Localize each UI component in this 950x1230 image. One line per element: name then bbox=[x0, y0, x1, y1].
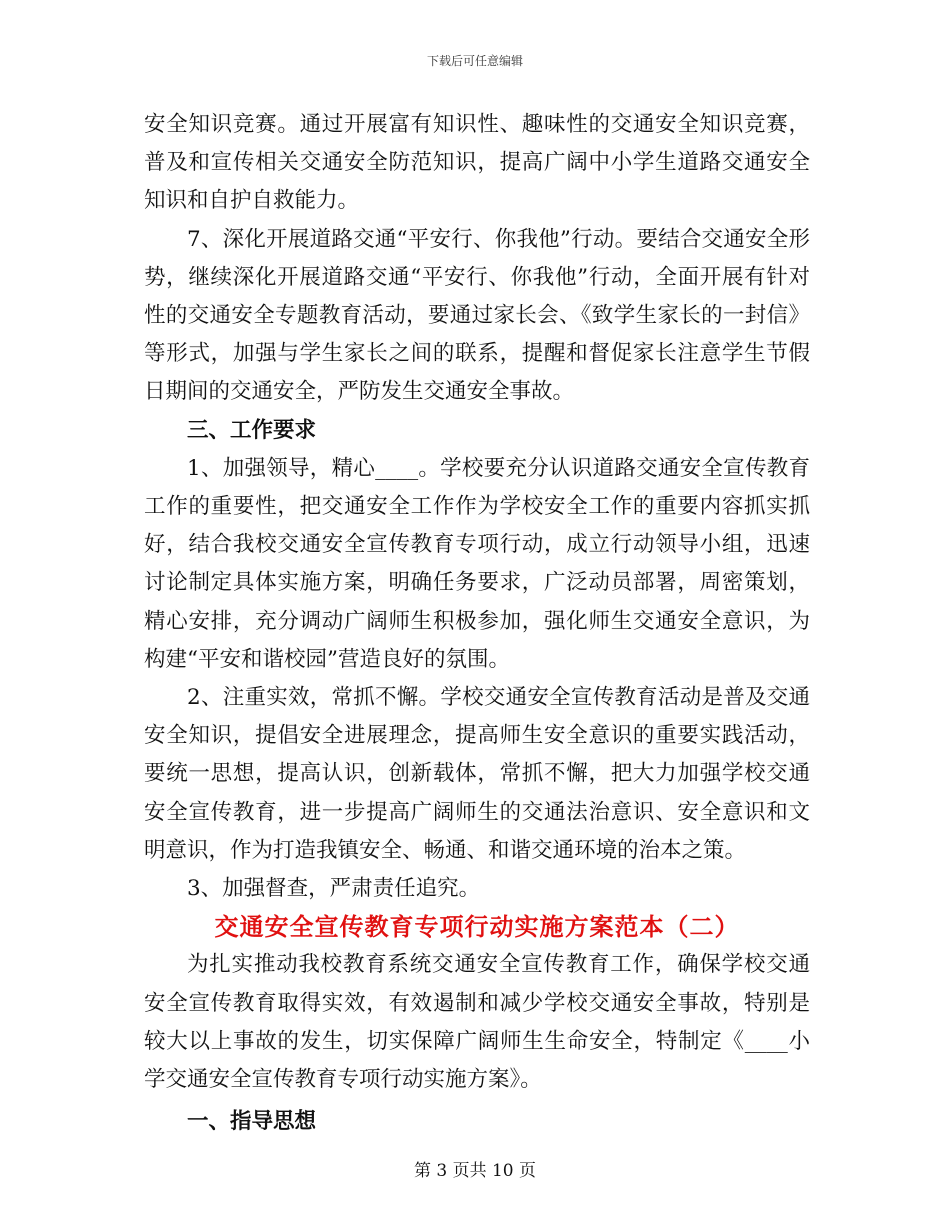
document-title-2: 交通安全宣传教育专项行动实施方案范本（二） bbox=[214, 912, 740, 942]
paragraph-contest: 安全知识竞赛。通过开展富有知识性、趣味性的交通安全知识竞赛，普及和宣传相关交通安全防范知识，提高广阔中小学生道路交通安全知识和自护自救能力。 bbox=[144, 112, 810, 214]
section-heading-guiding-thought: 一、指导思想 bbox=[187, 1109, 317, 1135]
paragraph-requirement-2: 2、注重实效，常抓不懈。学校交通安全宣传教育活动是普及交通安全知识，提倡安全进展理念，提高师生安全意识的重要实践活动，要统一思想，提高认识，创新载体，常抓不懈，把大力加强学校交通安全宣传教育，进一步提高广阔师生的交通法治意识、安全意识和文明意识，作为打造我镇安全、畅通、和谐交通环境的治本之策。 bbox=[144, 685, 810, 863]
section-heading-requirements: 三、工作要求 bbox=[187, 417, 317, 443]
paragraph-intro: 为扎实推动我校教育系统交通安全宣传教育工作，确保学校交通安全宣传教育取得实效，有效遏制和减少学校交通安全事故，特别是较大以上事故的发生，切实保障广阔师生生命安全，特制定《____小学交通安全宣传教育专项行动实施方案》。 bbox=[144, 952, 810, 1093]
document-body bbox=[144, 106, 810, 1141]
paragraph-requirement-1: 1、加强领导，精心____。学校要充分认识道路交通安全宣传教育工作的重要性，把交通安全工作作为学校安全工作的重要内容抓实抓好，结合我校交通安全宣传教育专项行动，成立行动领导小组，迅速讨论制定具体实施方案，明确任务要求，广泛动员部署，周密策划，精心安排，充分调动广阔师生积极参加，强化师生交通安全意识，为构建“平安和谐校园”营造良好的氛围。 bbox=[144, 455, 810, 672]
page-footer: 第 3 页共 10 页 bbox=[413, 1161, 537, 1181]
paragraph-item-7: 7、深化开展道路交通“平安行、你我他”行动。要结合交通安全形势，继续深化开展道路交通“平安行、你我他”行动，全面开展有针对性的交通安全专题教育活动，要通过家长会、《致学生家长的一封信》等形式，加强与学生家长之间的联系，提醒和督促家长注意学生节假日期间的交通安全，严防发生交通安全事故。 bbox=[144, 226, 810, 405]
paragraph-requirement-3: 3、加强督查，严肃责任追究。 bbox=[187, 876, 481, 902]
page-header: 下载后可任意编辑 bbox=[426, 54, 523, 68]
